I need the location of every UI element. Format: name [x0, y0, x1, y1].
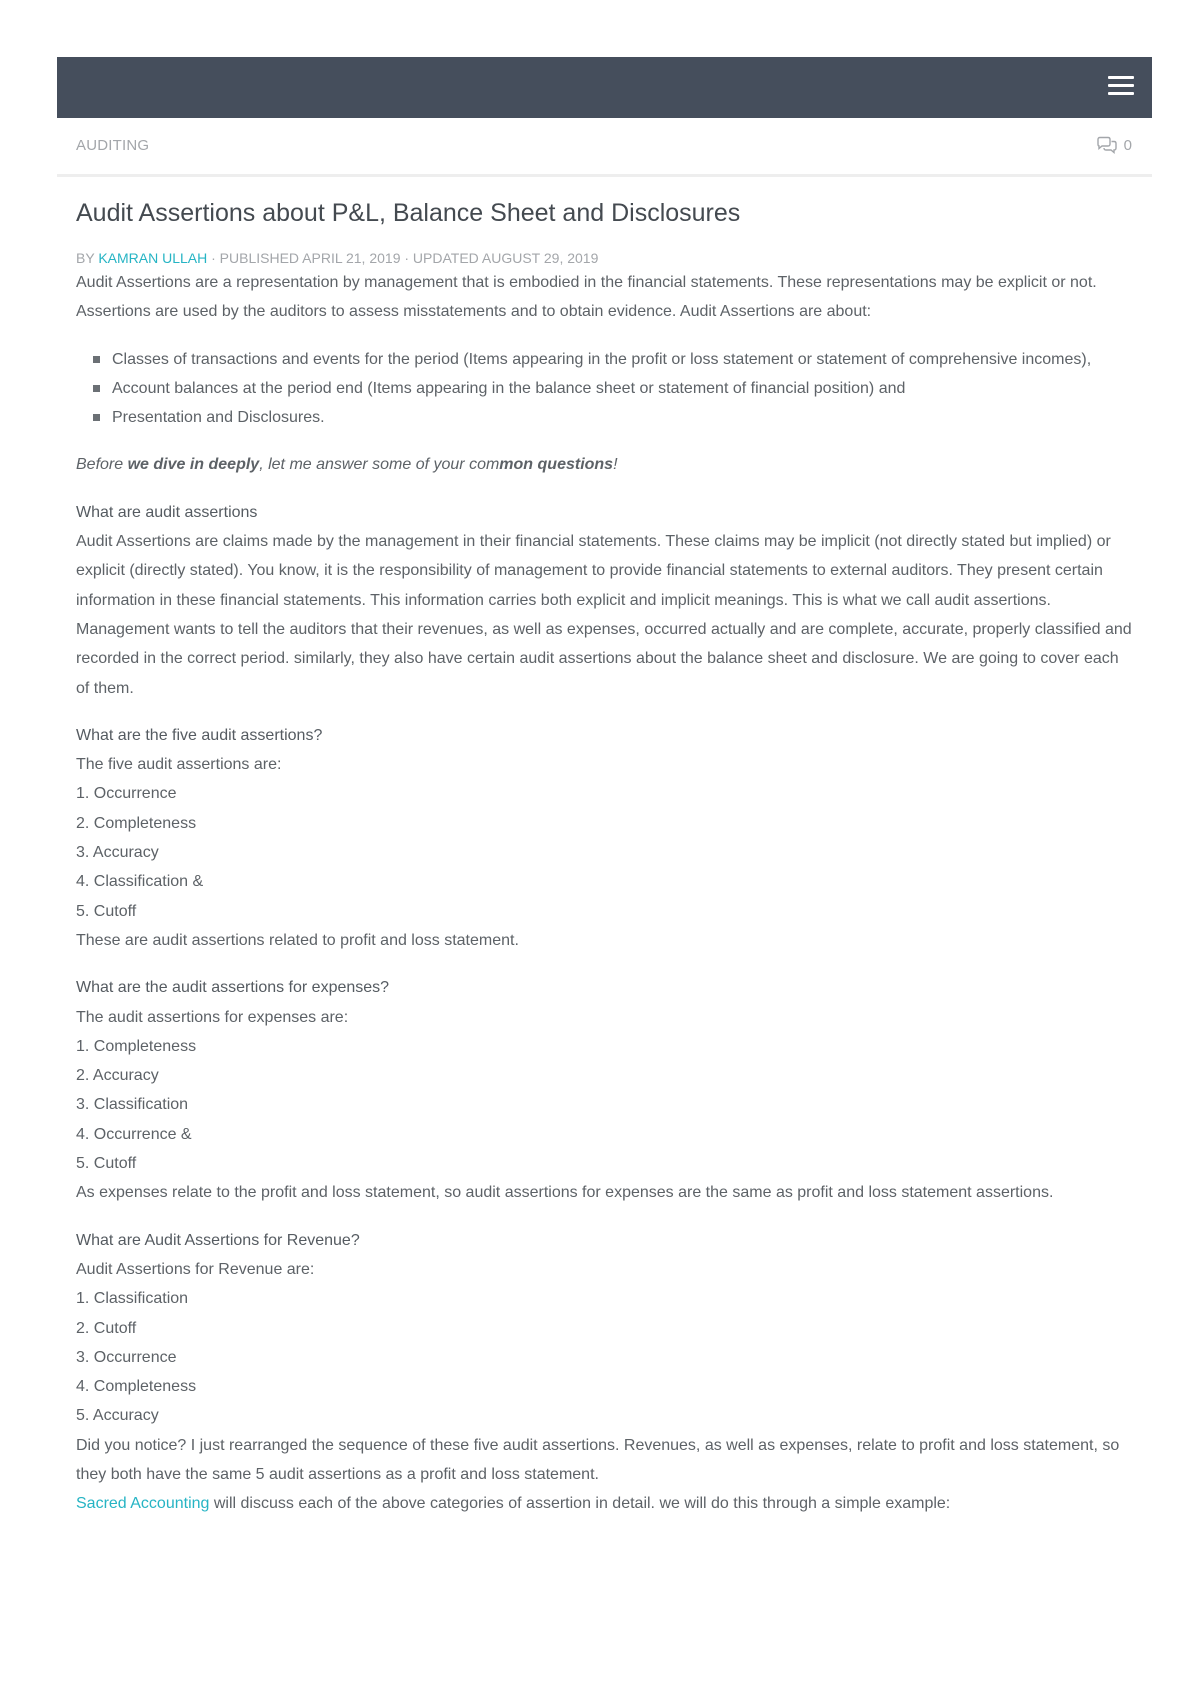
- section-intro: Audit Assertions for Revenue are:: [76, 1260, 315, 1278]
- lead-text: !: [613, 456, 618, 474]
- top-navigation-bar: [57, 57, 1152, 118]
- section-intro: The five audit assertions are:: [76, 756, 282, 774]
- list-item: 1. Completeness: [76, 1037, 197, 1055]
- section-revenue: [76, 1226, 1132, 1490]
- section-five-assertions: [76, 721, 1132, 955]
- category-link[interactable]: AUDITING: [76, 137, 150, 154]
- sacred-accounting-link[interactable]: Sacred Accounting: [76, 1495, 210, 1513]
- lead-bold: we dive in deeply: [127, 456, 260, 474]
- byline-dates: · PUBLISHED APRIL 21, 2019 · UPDATED AUGUST 29, 2019: [207, 250, 599, 266]
- section-question: What are Audit Assertions for Revenue?: [76, 1231, 360, 1249]
- section-question: What are the audit assertions for expenses?: [76, 979, 390, 997]
- closing-paragraph: [76, 1489, 1132, 1518]
- list-item: 1. Occurrence: [76, 785, 177, 803]
- list-item: 2. Accuracy: [76, 1067, 159, 1085]
- list-item: 5. Cutoff: [76, 1155, 137, 1173]
- list-item: Account balances at the period end (Items appearing in the balance sheet or statement of financial position) and: [112, 374, 1132, 403]
- list-item: 5. Cutoff: [76, 902, 137, 920]
- section-outro: As expenses relate to the profit and loss statement, so audit assertions for expenses are the same as profit and loss statement assertions.: [76, 1184, 1054, 1202]
- list-item: 4. Completeness: [76, 1378, 197, 1396]
- section-question: What are the five audit assertions?: [76, 726, 323, 744]
- section-question: What are audit assertions: [76, 503, 258, 521]
- article: [76, 196, 1132, 1519]
- lead-text: Before: [76, 456, 128, 474]
- list-item: Classes of transactions and events for the period (Items appearing in the profit or loss statement or statement of comprehensive incomes),: [112, 345, 1132, 374]
- list-item: 5. Accuracy: [76, 1407, 159, 1425]
- section-outro: These are audit assertions related to profit and loss statement.: [76, 931, 519, 949]
- list-item: 3. Classification: [76, 1096, 189, 1114]
- lead-bold: mon questions: [499, 456, 614, 474]
- section-body: Audit Assertions are claims made by the management in their financial statements. These claims may be implicit (not directly stated but implied) or explicit (directly stated). You know, it is the responsibility of management to provide financial statements to external auditors. They present certain information in these financial statements. This information carries both explicit and implicit meanings. This is what we call audit assertions. Management wants to tell the auditors that their revenues, as well as expenses, occurred actually and are complete, accurate, properly classified and recorded in the correct period. similarly, they also have certain audit assertions about the balance sheet and disclosure. We are going to cover each of them.: [76, 533, 1132, 697]
- list-item: 2. Completeness: [76, 814, 197, 832]
- author-link[interactable]: KAMRAN ULLAH: [98, 250, 208, 266]
- comment-count-link[interactable]: [1096, 136, 1132, 154]
- list-item: 2. Cutoff: [76, 1319, 137, 1337]
- list-item: 4. Occurrence &: [76, 1125, 192, 1143]
- hamburger-menu-icon[interactable]: [1108, 76, 1134, 98]
- comment-count: 0: [1123, 136, 1132, 154]
- section-expenses: [76, 973, 1132, 1207]
- intro-paragraph: Audit Assertions are a representation by management that is embodied in the financial statements. These representations may be explicit or not. Assertions are used by the auditors to assess misstatements and to obtain evidence. Audit Assertions are about:: [76, 274, 1097, 321]
- assertion-categories-list: [76, 345, 1132, 433]
- section-what-are-assertions: [76, 498, 1132, 703]
- byline-by: BY: [76, 250, 99, 266]
- section-intro: The audit assertions for expenses are:: [76, 1008, 349, 1026]
- closing-text: will discuss each of the above categories of assertion in detail. we will do this through a simple example:: [209, 1495, 951, 1513]
- list-item: 4. Classification &: [76, 873, 204, 891]
- post-meta-row: [57, 118, 1152, 177]
- article-content: [76, 268, 1132, 1519]
- list-item: 1. Classification: [76, 1290, 189, 1308]
- lead-sentence: [76, 450, 1132, 479]
- section-outro: Did you notice? I just rearranged the sequence of these five audit assertions. Revenues, as well as expenses, relate to profit and loss statement, so they both have the same 5 audit assertions as a profit and loss statement.: [76, 1436, 1120, 1483]
- list-item: 3. Accuracy: [76, 844, 159, 862]
- article-title: Audit Assertions about P&L, Balance Sheet and Disclosures: [76, 199, 741, 227]
- list-item: Presentation and Disclosures.: [112, 403, 1132, 432]
- lead-text: , let me answer some of your com: [259, 456, 500, 474]
- list-item: 3. Occurrence: [76, 1348, 177, 1366]
- comment-bubbles-icon: [1096, 136, 1118, 154]
- byline: [76, 248, 1132, 268]
